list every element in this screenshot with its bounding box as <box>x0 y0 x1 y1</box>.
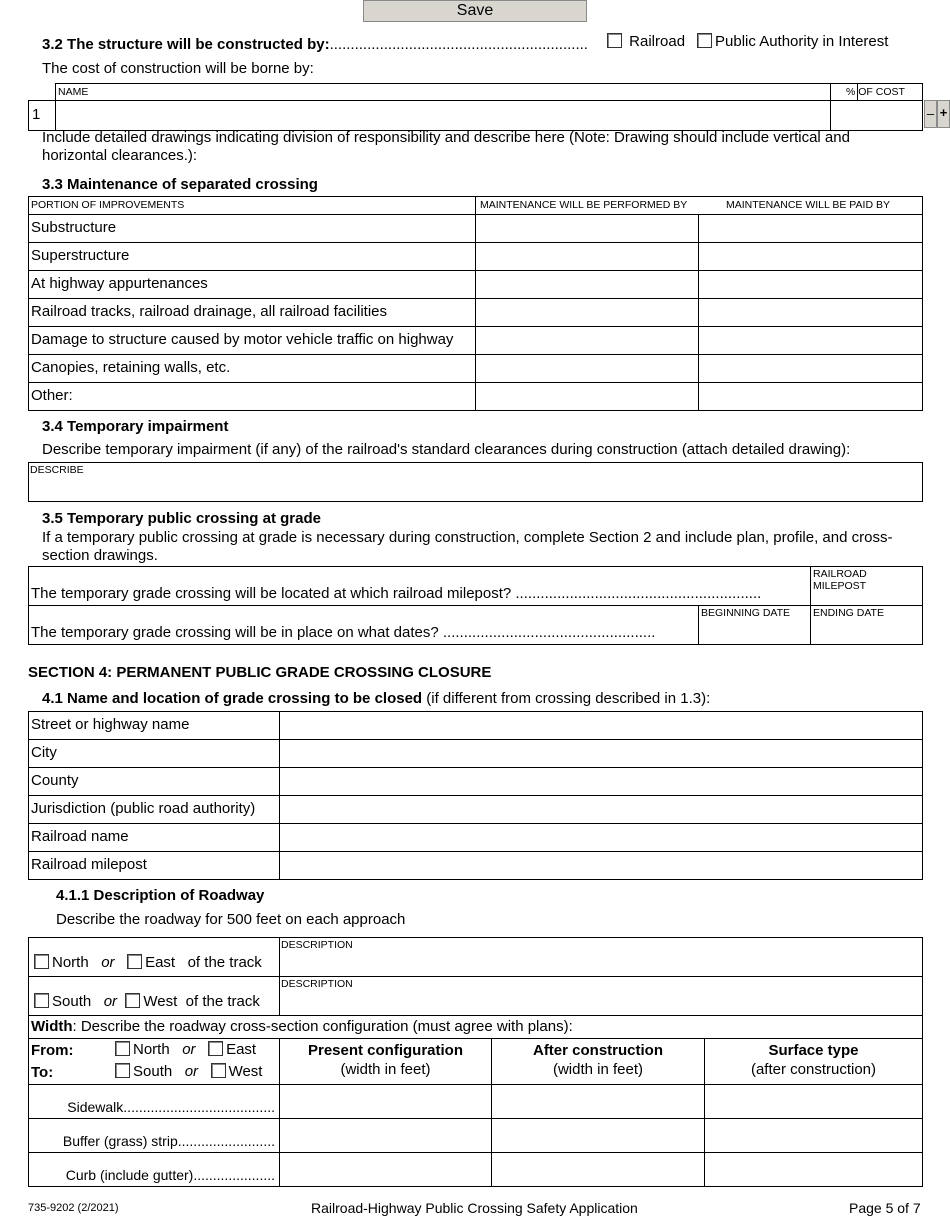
location-input[interactable] <box>279 795 923 824</box>
section-number: 3.2 <box>42 36 63 53</box>
section-title: The structure will be constructed by: <box>67 36 330 53</box>
portion-label: Railroad tracks, railroad drainage, all railroad facilities <box>31 303 387 320</box>
roadway-description-text: Describe the roadway for 500 feet on each approach <box>56 911 406 928</box>
public-authority-checkbox[interactable] <box>697 33 712 48</box>
portion-label: Canopies, retaining walls, etc. <box>31 359 231 376</box>
south-label: South <box>133 1063 173 1080</box>
performed-by-input[interactable] <box>475 214 699 243</box>
footer-title: Railroad-Highway Public Crossing Safety Application <box>311 1200 638 1216</box>
description-caption: DESCRIPTION <box>281 978 353 990</box>
impairment-text: Describe temporary impairment (if any) of the railroad's standard clearances during construction (attach detailed drawing): <box>42 441 851 458</box>
section-title: Temporary impairment <box>67 418 229 435</box>
after-width-input[interactable] <box>491 1118 705 1153</box>
north-checkbox[interactable] <box>34 954 49 969</box>
present-width-input[interactable] <box>279 1118 492 1153</box>
portion-header-label: PORTION OF IMPROVEMENTS <box>31 199 185 211</box>
performed-by-input[interactable] <box>475 382 699 411</box>
section-3-2-heading <box>42 36 588 53</box>
section-number: 3.3 <box>42 176 63 193</box>
milepost-question-cell <box>28 566 811 606</box>
portion-header <box>28 196 476 215</box>
remove-row-button[interactable]: – <box>924 100 937 128</box>
cost-table <box>28 83 923 131</box>
railroad-option[interactable] <box>607 33 685 50</box>
south-west-description-input[interactable] <box>279 976 923 1016</box>
maintenance-row <box>28 298 476 327</box>
after-width-input[interactable] <box>491 1084 705 1119</box>
paid-by-input[interactable] <box>698 354 923 383</box>
width-item-row <box>28 1118 280 1153</box>
location-label: City <box>31 744 57 761</box>
section-number: 3.4 <box>42 418 63 435</box>
surface-type-input[interactable] <box>704 1084 923 1119</box>
cost-borne-text: The cost of construction will be borne by: <box>42 60 314 77</box>
section-3-4-heading <box>42 418 228 435</box>
milepost-caption: RAILROAD MILEPOST <box>813 568 867 592</box>
location-input[interactable] <box>279 823 923 852</box>
drawings-note: Include detailed drawings indicating division of responsibility and describe here (Note: Drawing should include vertical and horizontal clearances.): <box>42 129 850 164</box>
or-label: or <box>182 1041 196 1058</box>
milepost-input[interactable] <box>810 566 923 606</box>
after-construction-header <box>491 1038 705 1085</box>
name-header-label: NAME <box>58 86 89 98</box>
of-track-label: of the track <box>185 993 260 1010</box>
east-label: East <box>226 1041 257 1058</box>
or-label: or <box>101 954 115 971</box>
paid-by-input[interactable] <box>698 382 923 411</box>
location-input[interactable] <box>279 739 923 768</box>
section-title: 4.1 Name and location of grade crossing to be closed <box>42 690 423 707</box>
to-west-checkbox[interactable] <box>211 1063 226 1078</box>
width-table <box>28 1038 923 1185</box>
west-label: West <box>228 1063 263 1080</box>
paid-by-input[interactable] <box>698 214 923 243</box>
from-north-checkbox[interactable] <box>115 1041 130 1056</box>
portion-label: Damage to structure caused by motor vehicle traffic on highway <box>31 331 454 348</box>
width-text: : Describe the roadway cross-section configuration (must agree with plans): <box>72 1018 573 1035</box>
location-row <box>28 739 280 768</box>
dates-question-cell <box>28 605 699 645</box>
performed-by-input[interactable] <box>475 354 699 383</box>
section-note: (if different from crossing described in 1.3): <box>422 690 711 707</box>
pct-header-label: % OF COST <box>846 86 905 98</box>
maintenance-header <box>475 196 923 215</box>
width-label: Width <box>31 1018 73 1035</box>
performed-by-input[interactable] <box>475 298 699 327</box>
maintenance-row <box>28 214 476 243</box>
location-row <box>28 795 280 824</box>
location-input[interactable] <box>279 767 923 796</box>
performed-by-input[interactable] <box>475 242 699 271</box>
surface-type-input[interactable] <box>704 1152 923 1187</box>
present-header-title: Present configuration <box>307 1042 464 1059</box>
east-checkbox[interactable] <box>127 954 142 969</box>
describe-caption: DESCRIBE <box>30 464 84 476</box>
maintenance-row <box>28 326 476 355</box>
location-label: Railroad milepost <box>31 856 147 873</box>
width-item-label: Buffer (grass) strip......................... <box>62 1133 275 1149</box>
or-label: or <box>103 993 118 1010</box>
west-checkbox[interactable] <box>125 993 140 1008</box>
from-label: From: <box>31 1042 74 1059</box>
to-south-checkbox[interactable] <box>115 1063 130 1078</box>
portion-label: At highway appurtenances <box>31 275 208 292</box>
maintenance-row <box>28 270 476 299</box>
location-label: Jurisdiction (public road authority) <box>31 800 256 817</box>
width-item-row <box>28 1084 280 1119</box>
paid-by-input[interactable] <box>698 270 923 299</box>
performed-by-header: MAINTENANCE WILL BE PERFORMED BY <box>480 199 688 211</box>
performed-by-input[interactable] <box>475 270 699 299</box>
of-track-label: of the track <box>187 954 262 971</box>
dot-leader: .............................................................. <box>329 36 588 53</box>
cost-pct-input[interactable] <box>830 100 923 131</box>
ending-date-caption: ENDING DATE <box>813 607 884 619</box>
maintenance-row <box>28 242 476 271</box>
section-number: 3.5 <box>42 510 63 527</box>
paid-by-input[interactable] <box>698 326 923 355</box>
north-label: North <box>52 954 89 971</box>
location-row <box>28 823 280 852</box>
location-input[interactable] <box>279 851 923 880</box>
width-item-label: Curb (include gutter)..................... <box>65 1167 275 1183</box>
row-number: 1 <box>32 106 41 123</box>
section-4-1-1-heading: 4.1.1 Description of Roadway <box>56 887 265 904</box>
from-to-cell <box>28 1038 280 1085</box>
temp-crossing-table <box>28 566 923 645</box>
location-row <box>28 767 280 796</box>
portion-label: Superstructure <box>31 247 130 264</box>
width-row <box>28 1015 923 1039</box>
public-authority-option[interactable] <box>697 33 888 50</box>
or-label: or <box>184 1063 199 1080</box>
section-4-heading: SECTION 4: PERMANENT PUBLIC GRADE CROSSING CLOSURE <box>28 664 492 681</box>
after-header-title: After construction <box>532 1042 663 1059</box>
paid-by-input[interactable] <box>698 242 923 271</box>
closure-location-table <box>28 711 923 879</box>
portion-label: Substructure <box>31 219 117 236</box>
form-id: 735-9202 (2/2021) <box>28 1202 119 1214</box>
surface-header-title: Surface type <box>768 1042 859 1059</box>
after-width-input[interactable] <box>491 1152 705 1187</box>
location-label: Railroad name <box>31 828 129 845</box>
public-authority-label: Public Authority in Interest <box>715 33 889 50</box>
dates-question: The temporary grade crossing will be in place on what dates? ................................................... <box>31 624 656 641</box>
location-input[interactable] <box>279 711 923 740</box>
location-row <box>28 851 280 880</box>
section-3-5-heading <box>42 510 321 527</box>
to-label: To: <box>31 1064 54 1081</box>
section-3-3-heading <box>42 176 318 193</box>
present-width-input[interactable] <box>279 1084 492 1119</box>
portion-label: Other: <box>31 387 73 404</box>
present-config-header <box>279 1038 492 1085</box>
cost-name-input[interactable] <box>55 100 831 131</box>
description-caption: DESCRIPTION <box>281 939 353 951</box>
east-label: East <box>145 954 176 971</box>
south-west-cell <box>28 976 280 1016</box>
impairment-describe-input[interactable] <box>28 462 923 502</box>
section-4-1-heading <box>42 690 710 707</box>
south-checkbox[interactable] <box>34 993 49 1008</box>
width-item-label: Sidewalk....................................... <box>67 1099 275 1115</box>
save-button[interactable]: Save <box>363 0 587 22</box>
section-title: Temporary public crossing at grade <box>67 510 321 527</box>
pct-header <box>830 83 923 101</box>
maintenance-row <box>28 382 476 411</box>
present-header-sub: (width in feet) <box>340 1061 431 1078</box>
present-width-input[interactable] <box>279 1152 492 1187</box>
surface-header-sub: (after construction) <box>750 1061 877 1078</box>
location-label: County <box>31 772 79 789</box>
railroad-label: Railroad <box>629 33 686 50</box>
beginning-date-input[interactable] <box>698 605 811 645</box>
maintenance-table <box>28 196 923 411</box>
width-item-row <box>28 1152 280 1187</box>
beginning-date-caption: BEGINNING DATE <box>701 607 791 619</box>
row-number-cell <box>28 100 56 131</box>
milepost-question: The temporary grade crossing will be located at which railroad milepost? ........................................................... <box>31 585 762 602</box>
after-header-sub: (width in feet) <box>552 1061 644 1078</box>
south-label: South <box>52 993 92 1010</box>
paid-by-input[interactable] <box>698 298 923 327</box>
name-header <box>55 83 858 101</box>
performed-by-input[interactable] <box>475 326 699 355</box>
location-label: Street or highway name <box>31 716 190 733</box>
ending-date-input[interactable] <box>810 605 923 645</box>
north-label: North <box>133 1041 170 1058</box>
railroad-checkbox[interactable] <box>607 33 622 48</box>
temp-crossing-text: If a temporary public crossing at grade is necessary during construction, complete Section 2 and include plan, profile, and cross-section drawings. <box>42 529 893 564</box>
west-label: West <box>143 993 178 1010</box>
page-number: Page 5 of 7 <box>849 1200 921 1216</box>
add-row-button[interactable]: + <box>937 100 950 128</box>
north-east-description-input[interactable] <box>279 937 923 977</box>
location-row <box>28 711 280 740</box>
paid-by-header: MAINTENANCE WILL BE PAID BY <box>726 199 890 211</box>
section-title: Maintenance of separated crossing <box>67 176 318 193</box>
surface-type-header <box>704 1038 923 1085</box>
surface-type-input[interactable] <box>704 1118 923 1153</box>
maintenance-row <box>28 354 476 383</box>
from-east-checkbox[interactable] <box>208 1041 223 1056</box>
north-east-cell <box>28 937 280 977</box>
